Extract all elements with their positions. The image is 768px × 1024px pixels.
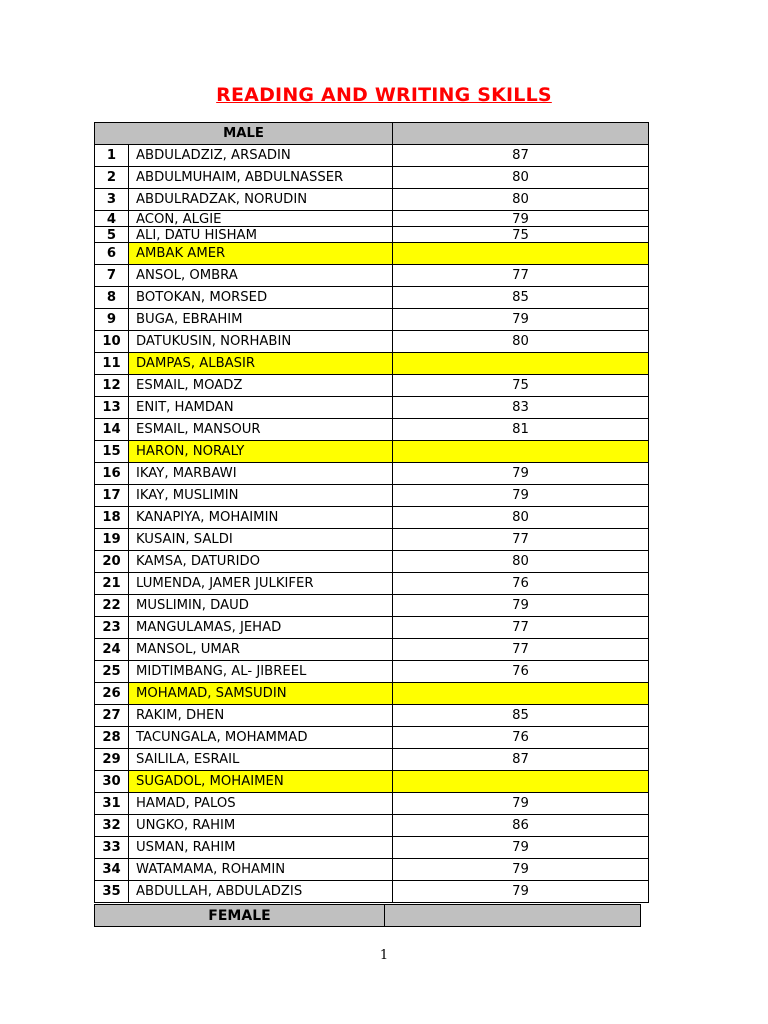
student-name-text: SUGADOL, MOHAIMEN — [136, 774, 284, 789]
student-name — [129, 683, 393, 705]
row-number — [95, 265, 129, 287]
student-score — [393, 441, 649, 463]
row-number — [95, 419, 129, 441]
student-name — [129, 485, 393, 507]
roster-body — [95, 123, 649, 903]
student-score-text: 79 — [512, 312, 529, 327]
student-score — [393, 419, 649, 441]
table-row — [95, 749, 649, 771]
student-name — [129, 749, 393, 771]
student-score-text: 81 — [512, 422, 529, 437]
table-row — [95, 727, 649, 749]
student-score — [393, 397, 649, 419]
student-score-text: 79 — [512, 488, 529, 503]
student-score — [393, 375, 649, 397]
row-number — [95, 837, 129, 859]
student-name-text: ANSOL, OMBRA — [136, 268, 238, 283]
table-row — [95, 551, 649, 573]
student-name — [129, 507, 393, 529]
student-name-text: MANGULAMAS, JEHAD — [136, 620, 282, 635]
student-score — [393, 683, 649, 705]
student-name-text: TACUNGALA, MOHAMMAD — [136, 730, 308, 745]
row-number — [95, 661, 129, 683]
table-row — [95, 595, 649, 617]
row-number-text: 14 — [102, 422, 121, 437]
table-row — [95, 211, 649, 227]
student-score — [393, 353, 649, 375]
student-name-text: ALI, DATU HISHAM — [136, 228, 257, 243]
student-name-text: ESMAIL, MANSOUR — [136, 422, 261, 437]
row-number-text: 11 — [102, 356, 121, 371]
student-name — [129, 287, 393, 309]
student-name-text: KAMSA, DATURIDO — [136, 554, 261, 569]
table-row — [95, 507, 649, 529]
row-number — [95, 397, 129, 419]
student-name-text: DAMPAS, ALBASIR — [136, 356, 256, 371]
student-name — [129, 551, 393, 573]
student-score-text: 79 — [512, 598, 529, 613]
student-name-text: UNGKO, RAHIM — [136, 818, 236, 833]
student-score — [393, 859, 649, 881]
student-score — [393, 573, 649, 595]
row-number — [95, 859, 129, 881]
student-name — [129, 211, 393, 227]
row-number — [95, 211, 129, 227]
row-number-text: 5 — [106, 228, 117, 243]
student-score — [393, 617, 649, 639]
student-score-text: 79 — [512, 884, 529, 899]
student-name — [129, 309, 393, 331]
student-name — [129, 227, 393, 243]
student-score-text: 80 — [512, 334, 529, 349]
student-name — [129, 661, 393, 683]
row-number-text: 18 — [102, 510, 121, 525]
table-row — [95, 463, 649, 485]
female-header: FEMALE — [95, 905, 385, 927]
row-number-text: 19 — [102, 532, 121, 547]
student-score-text: 87 — [512, 752, 529, 767]
row-number — [95, 463, 129, 485]
student-score-text: 85 — [512, 708, 529, 723]
row-number — [95, 227, 129, 243]
student-score — [393, 551, 649, 573]
student-name — [129, 441, 393, 463]
student-name-text: SAILILA, ESRAIL — [136, 752, 240, 767]
row-number-text: 34 — [102, 862, 121, 877]
student-score-text: 79 — [512, 796, 529, 811]
row-number-text: 33 — [102, 840, 121, 855]
row-number — [95, 771, 129, 793]
row-number — [95, 705, 129, 727]
student-score-text: 75 — [512, 228, 529, 243]
student-name-text: KANAPIYA, MOHAIMIN — [136, 510, 279, 525]
female-score-header — [385, 905, 641, 927]
table-row — [95, 573, 649, 595]
student-name — [129, 167, 393, 189]
student-score — [393, 507, 649, 529]
student-score — [393, 595, 649, 617]
student-name-text: ENIT, HAMDAN — [136, 400, 234, 415]
student-name-text: MUSLIMIN, DAUD — [136, 598, 249, 613]
student-name — [129, 815, 393, 837]
student-score-text: 79 — [512, 466, 529, 481]
row-number-text: 27 — [102, 708, 121, 723]
student-score — [393, 793, 649, 815]
student-score — [393, 227, 649, 243]
table-header-row — [95, 123, 649, 145]
student-score — [393, 529, 649, 551]
row-number-text: 30 — [102, 774, 121, 789]
table-row — [95, 243, 649, 265]
student-name — [129, 727, 393, 749]
student-name-text: MIDTIMBANG, AL- JIBREEL — [136, 664, 307, 679]
student-name — [129, 375, 393, 397]
table-row — [95, 683, 649, 705]
table-row — [95, 189, 649, 211]
student-name-text: LUMENDA, JAMER JULKIFER — [136, 576, 314, 591]
student-score-text: 76 — [512, 730, 529, 745]
student-score — [393, 485, 649, 507]
table-row — [95, 331, 649, 353]
table-row — [95, 353, 649, 375]
student-score — [393, 167, 649, 189]
row-number-text: 1 — [106, 148, 117, 163]
student-name — [129, 573, 393, 595]
student-name-text: AMBAK AMER — [136, 246, 226, 261]
row-number-text: 24 — [102, 642, 121, 657]
student-score — [393, 727, 649, 749]
student-score-text: 77 — [512, 268, 529, 283]
row-number-text: 32 — [102, 818, 121, 833]
student-name — [129, 793, 393, 815]
row-number-text: 26 — [102, 686, 121, 701]
student-score — [393, 309, 649, 331]
student-name — [129, 881, 393, 903]
student-name-text: BOTOKAN, MORSED — [136, 290, 268, 305]
student-score-text: 87 — [512, 148, 529, 163]
student-name — [129, 771, 393, 793]
row-number-text: 13 — [102, 400, 121, 415]
student-score — [393, 837, 649, 859]
row-number — [95, 815, 129, 837]
student-score — [393, 331, 649, 353]
row-number-text: 9 — [106, 312, 117, 327]
student-score — [393, 243, 649, 265]
table-row — [95, 793, 649, 815]
student-score-text: 77 — [512, 620, 529, 635]
student-name-text: IKAY, MUSLIMIN — [136, 488, 239, 503]
student-score-text: 80 — [512, 170, 529, 185]
row-number-text: 29 — [102, 752, 121, 767]
student-score — [393, 211, 649, 227]
row-number-text: 15 — [102, 444, 121, 459]
student-score-text: 83 — [512, 400, 529, 415]
student-name — [129, 397, 393, 419]
row-number — [95, 375, 129, 397]
row-number-text: 28 — [102, 730, 121, 745]
row-number — [95, 793, 129, 815]
table-row — [95, 529, 649, 551]
student-score-text: 77 — [512, 642, 529, 657]
student-score — [393, 815, 649, 837]
row-number-text: 4 — [106, 212, 117, 227]
student-name — [129, 859, 393, 881]
row-number-text: 35 — [102, 884, 121, 899]
table-row — [95, 441, 649, 463]
student-name — [129, 463, 393, 485]
student-score — [393, 265, 649, 287]
student-score-text: 75 — [512, 378, 529, 393]
table-row — [95, 419, 649, 441]
row-number-text: 16 — [102, 466, 121, 481]
student-name-text: ABDULRADZAK, NORUDIN — [136, 192, 308, 207]
row-number — [95, 441, 129, 463]
row-number — [95, 683, 129, 705]
table-row — [95, 881, 649, 903]
student-name-text: MANSOL, UMAR — [136, 642, 240, 657]
table-row — [95, 661, 649, 683]
table-row — [95, 287, 649, 309]
table-row — [95, 837, 649, 859]
student-score-text: 77 — [512, 532, 529, 547]
row-number-text: 7 — [106, 268, 117, 283]
student-name — [129, 419, 393, 441]
student-name — [129, 353, 393, 375]
student-score-text: 76 — [512, 664, 529, 679]
student-score — [393, 287, 649, 309]
table-row — [95, 639, 649, 661]
student-score-text: 76 — [512, 576, 529, 591]
student-score-text: 80 — [512, 192, 529, 207]
row-number-text: 20 — [102, 554, 121, 569]
student-score-text: 85 — [512, 290, 529, 305]
row-number-text: 12 — [102, 378, 121, 393]
student-name-text: ABDULADZIZ, ARSADIN — [136, 148, 291, 163]
student-name-text: IKAY, MARBAWI — [136, 466, 237, 481]
student-score — [393, 661, 649, 683]
row-number — [95, 287, 129, 309]
student-name-text: ABDULLAH, ABDULADZIS — [136, 884, 303, 899]
table-row — [95, 375, 649, 397]
student-name — [129, 595, 393, 617]
table-row — [95, 227, 649, 243]
table-row — [95, 397, 649, 419]
male-roster-table — [94, 122, 649, 903]
student-name-text: USMAN, RAHIM — [136, 840, 236, 855]
row-number — [95, 573, 129, 595]
student-name-text: RAKIM, DHEN — [136, 708, 225, 723]
row-number — [95, 189, 129, 211]
row-number — [95, 639, 129, 661]
student-name — [129, 189, 393, 211]
row-number — [95, 727, 129, 749]
student-name-text: DATUKUSIN, NORHABIN — [136, 334, 292, 349]
row-number — [95, 529, 129, 551]
row-number-text: 6 — [106, 246, 117, 261]
table-row — [95, 145, 649, 167]
table-row — [95, 705, 649, 727]
row-number — [95, 617, 129, 639]
row-number — [95, 595, 129, 617]
row-number — [95, 167, 129, 189]
student-name — [129, 331, 393, 353]
row-number-text: 10 — [102, 334, 121, 349]
score-header — [393, 123, 649, 145]
student-name-text: MOHAMAD, SAMSUDIN — [136, 686, 287, 701]
row-number — [95, 243, 129, 265]
student-name — [129, 145, 393, 167]
row-number-text: 3 — [106, 192, 117, 207]
student-score-text: 80 — [512, 510, 529, 525]
student-name — [129, 265, 393, 287]
student-score — [393, 749, 649, 771]
student-score-text: 80 — [512, 554, 529, 569]
student-name — [129, 639, 393, 661]
student-name — [129, 529, 393, 551]
row-number-text: 22 — [102, 598, 121, 613]
student-score — [393, 771, 649, 793]
row-number-text: 8 — [106, 290, 117, 305]
student-name — [129, 243, 393, 265]
page-title: READING AND WRITING SKILLS — [216, 84, 552, 106]
table-row — [95, 485, 649, 507]
student-score — [393, 705, 649, 727]
row-number — [95, 485, 129, 507]
row-number — [95, 881, 129, 903]
table-row — [95, 617, 649, 639]
table-row — [95, 309, 649, 331]
student-name — [129, 837, 393, 859]
student-score-text: 79 — [512, 862, 529, 877]
row-number — [95, 507, 129, 529]
female-header-table — [94, 904, 641, 927]
row-number — [95, 551, 129, 573]
table-row — [95, 815, 649, 837]
row-number — [95, 353, 129, 375]
row-number — [95, 331, 129, 353]
student-name-text: BUGA, EBRAHIM — [136, 312, 243, 327]
table-row — [95, 265, 649, 287]
student-score — [393, 189, 649, 211]
row-number-text: 2 — [106, 170, 117, 185]
student-name-text: HAMAD, PALOS — [136, 796, 236, 811]
student-name — [129, 617, 393, 639]
row-number — [95, 749, 129, 771]
row-number-text: 21 — [102, 576, 121, 591]
student-name-text: ABDULMUHAIM, ABDULNASSER — [136, 170, 344, 185]
page-number: 1 — [379, 948, 389, 963]
student-score-text: 79 — [512, 840, 529, 855]
row-number-text: 23 — [102, 620, 121, 635]
student-name-text: WATAMAMA, ROHAMIN — [136, 862, 286, 877]
row-number — [95, 309, 129, 331]
student-name-text: ESMAIL, MOADZ — [136, 378, 243, 393]
row-number — [95, 145, 129, 167]
male-header: MALE — [95, 123, 393, 145]
student-score-text: 86 — [512, 818, 529, 833]
row-number-text: 25 — [102, 664, 121, 679]
row-number-text: 31 — [102, 796, 121, 811]
table-row — [95, 771, 649, 793]
table-row — [95, 167, 649, 189]
student-name-text: KUSAIN, SALDI — [136, 532, 233, 547]
student-score — [393, 463, 649, 485]
student-name-text: ACON, ALGIE — [136, 212, 222, 227]
row-number-text: 17 — [102, 488, 121, 503]
student-score — [393, 145, 649, 167]
student-name — [129, 705, 393, 727]
student-score-text: 79 — [512, 212, 529, 227]
student-score — [393, 639, 649, 661]
student-name-text: HARON, NORALY — [136, 444, 245, 459]
student-score — [393, 881, 649, 903]
table-row — [95, 859, 649, 881]
